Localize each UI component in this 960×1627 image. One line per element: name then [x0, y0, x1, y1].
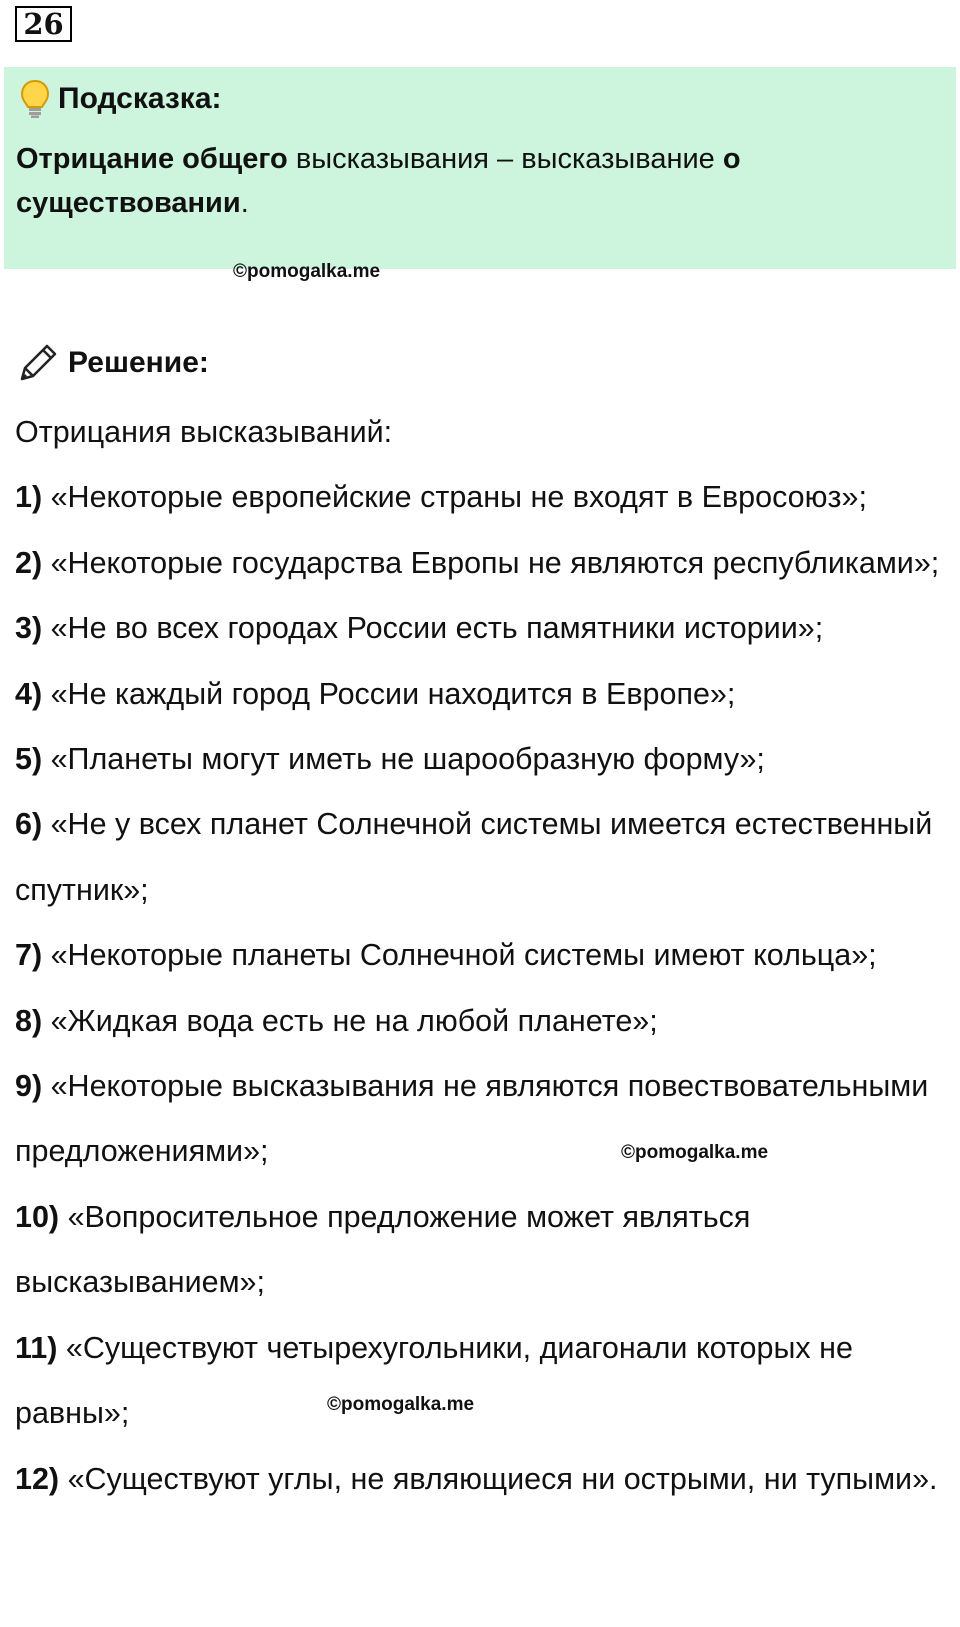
- list-item: [15, 596, 950, 661]
- solution-intro: Отрицания высказываний:: [15, 415, 393, 449]
- item-number: 1): [15, 480, 43, 515]
- solution-list: [15, 465, 950, 1512]
- list-item: [15, 727, 950, 792]
- list-item: [15, 465, 950, 530]
- hint-box: [4, 67, 956, 269]
- item-text: «Планеты могут иметь не шарообразную форму»;: [42, 742, 765, 777]
- item-number: 5): [15, 742, 43, 777]
- item-number: 4): [15, 676, 43, 711]
- list-item: [15, 1447, 950, 1512]
- pencil-icon: [16, 341, 60, 385]
- item-text: «Существуют углы, не являющиеся ни острыми, ни тупыми».: [59, 1461, 938, 1496]
- list-item: [15, 923, 950, 988]
- lightbulb-icon: [20, 79, 50, 119]
- item-text: «Не каждый город России находится в Европе»;: [42, 676, 736, 711]
- item-number: 10): [15, 1199, 60, 1234]
- item-text: «Некоторые европейские страны не входят в Евросоюз»;: [42, 480, 867, 515]
- item-text: «Некоторые государства Европы не являются республиками»;: [42, 545, 940, 580]
- item-number: 6): [15, 807, 43, 842]
- watermark: ©pomogalka.me: [621, 1142, 769, 1163]
- item-number: 2): [15, 545, 43, 580]
- item-text: «Жидкая вода есть не на любой планете»;: [42, 1003, 658, 1038]
- solution-title: Решение:: [68, 346, 209, 379]
- solution-header: [16, 340, 209, 386]
- list-item: [15, 531, 950, 596]
- hint-header: [20, 77, 222, 121]
- item-number: 12): [15, 1461, 60, 1496]
- list-item: [15, 792, 950, 923]
- item-text: «Не во всех городах России есть памятники истории»;: [42, 611, 824, 646]
- item-number: 11): [15, 1330, 58, 1365]
- item-text: «Некоторые планеты Солнечной системы имеют кольца»;: [42, 938, 877, 973]
- item-text: «Не у всех планет Солнечной системы имеется естественный спутник»;: [15, 807, 933, 907]
- item-number: 7): [15, 938, 43, 973]
- item-text: «Некоторые высказывания не являются повествовательными предложениями»;: [15, 1069, 929, 1169]
- watermark: ©pomogalka.me: [233, 261, 381, 282]
- list-item: [15, 989, 950, 1054]
- watermark: ©pomogalka.me: [327, 1394, 475, 1415]
- solution-body: [15, 400, 950, 1512]
- item-number: 8): [15, 1003, 43, 1038]
- task-number: 26: [15, 6, 72, 42]
- item-number: 3): [15, 611, 43, 646]
- item-text: «Существуют четырехугольники, диагонали которых не равны»;: [15, 1330, 853, 1431]
- item-text: «Вопросительное предложение может являться высказыванием»;: [15, 1199, 751, 1300]
- hint-title: Подсказка:: [58, 82, 222, 115]
- list-item: [15, 662, 950, 727]
- hint-text: Отрицание общего высказывания – высказывание о существовании.: [16, 143, 741, 219]
- list-item: [15, 1316, 950, 1447]
- list-item: [15, 1185, 950, 1316]
- list-item: [15, 1054, 950, 1185]
- item-number: 9): [15, 1069, 43, 1104]
